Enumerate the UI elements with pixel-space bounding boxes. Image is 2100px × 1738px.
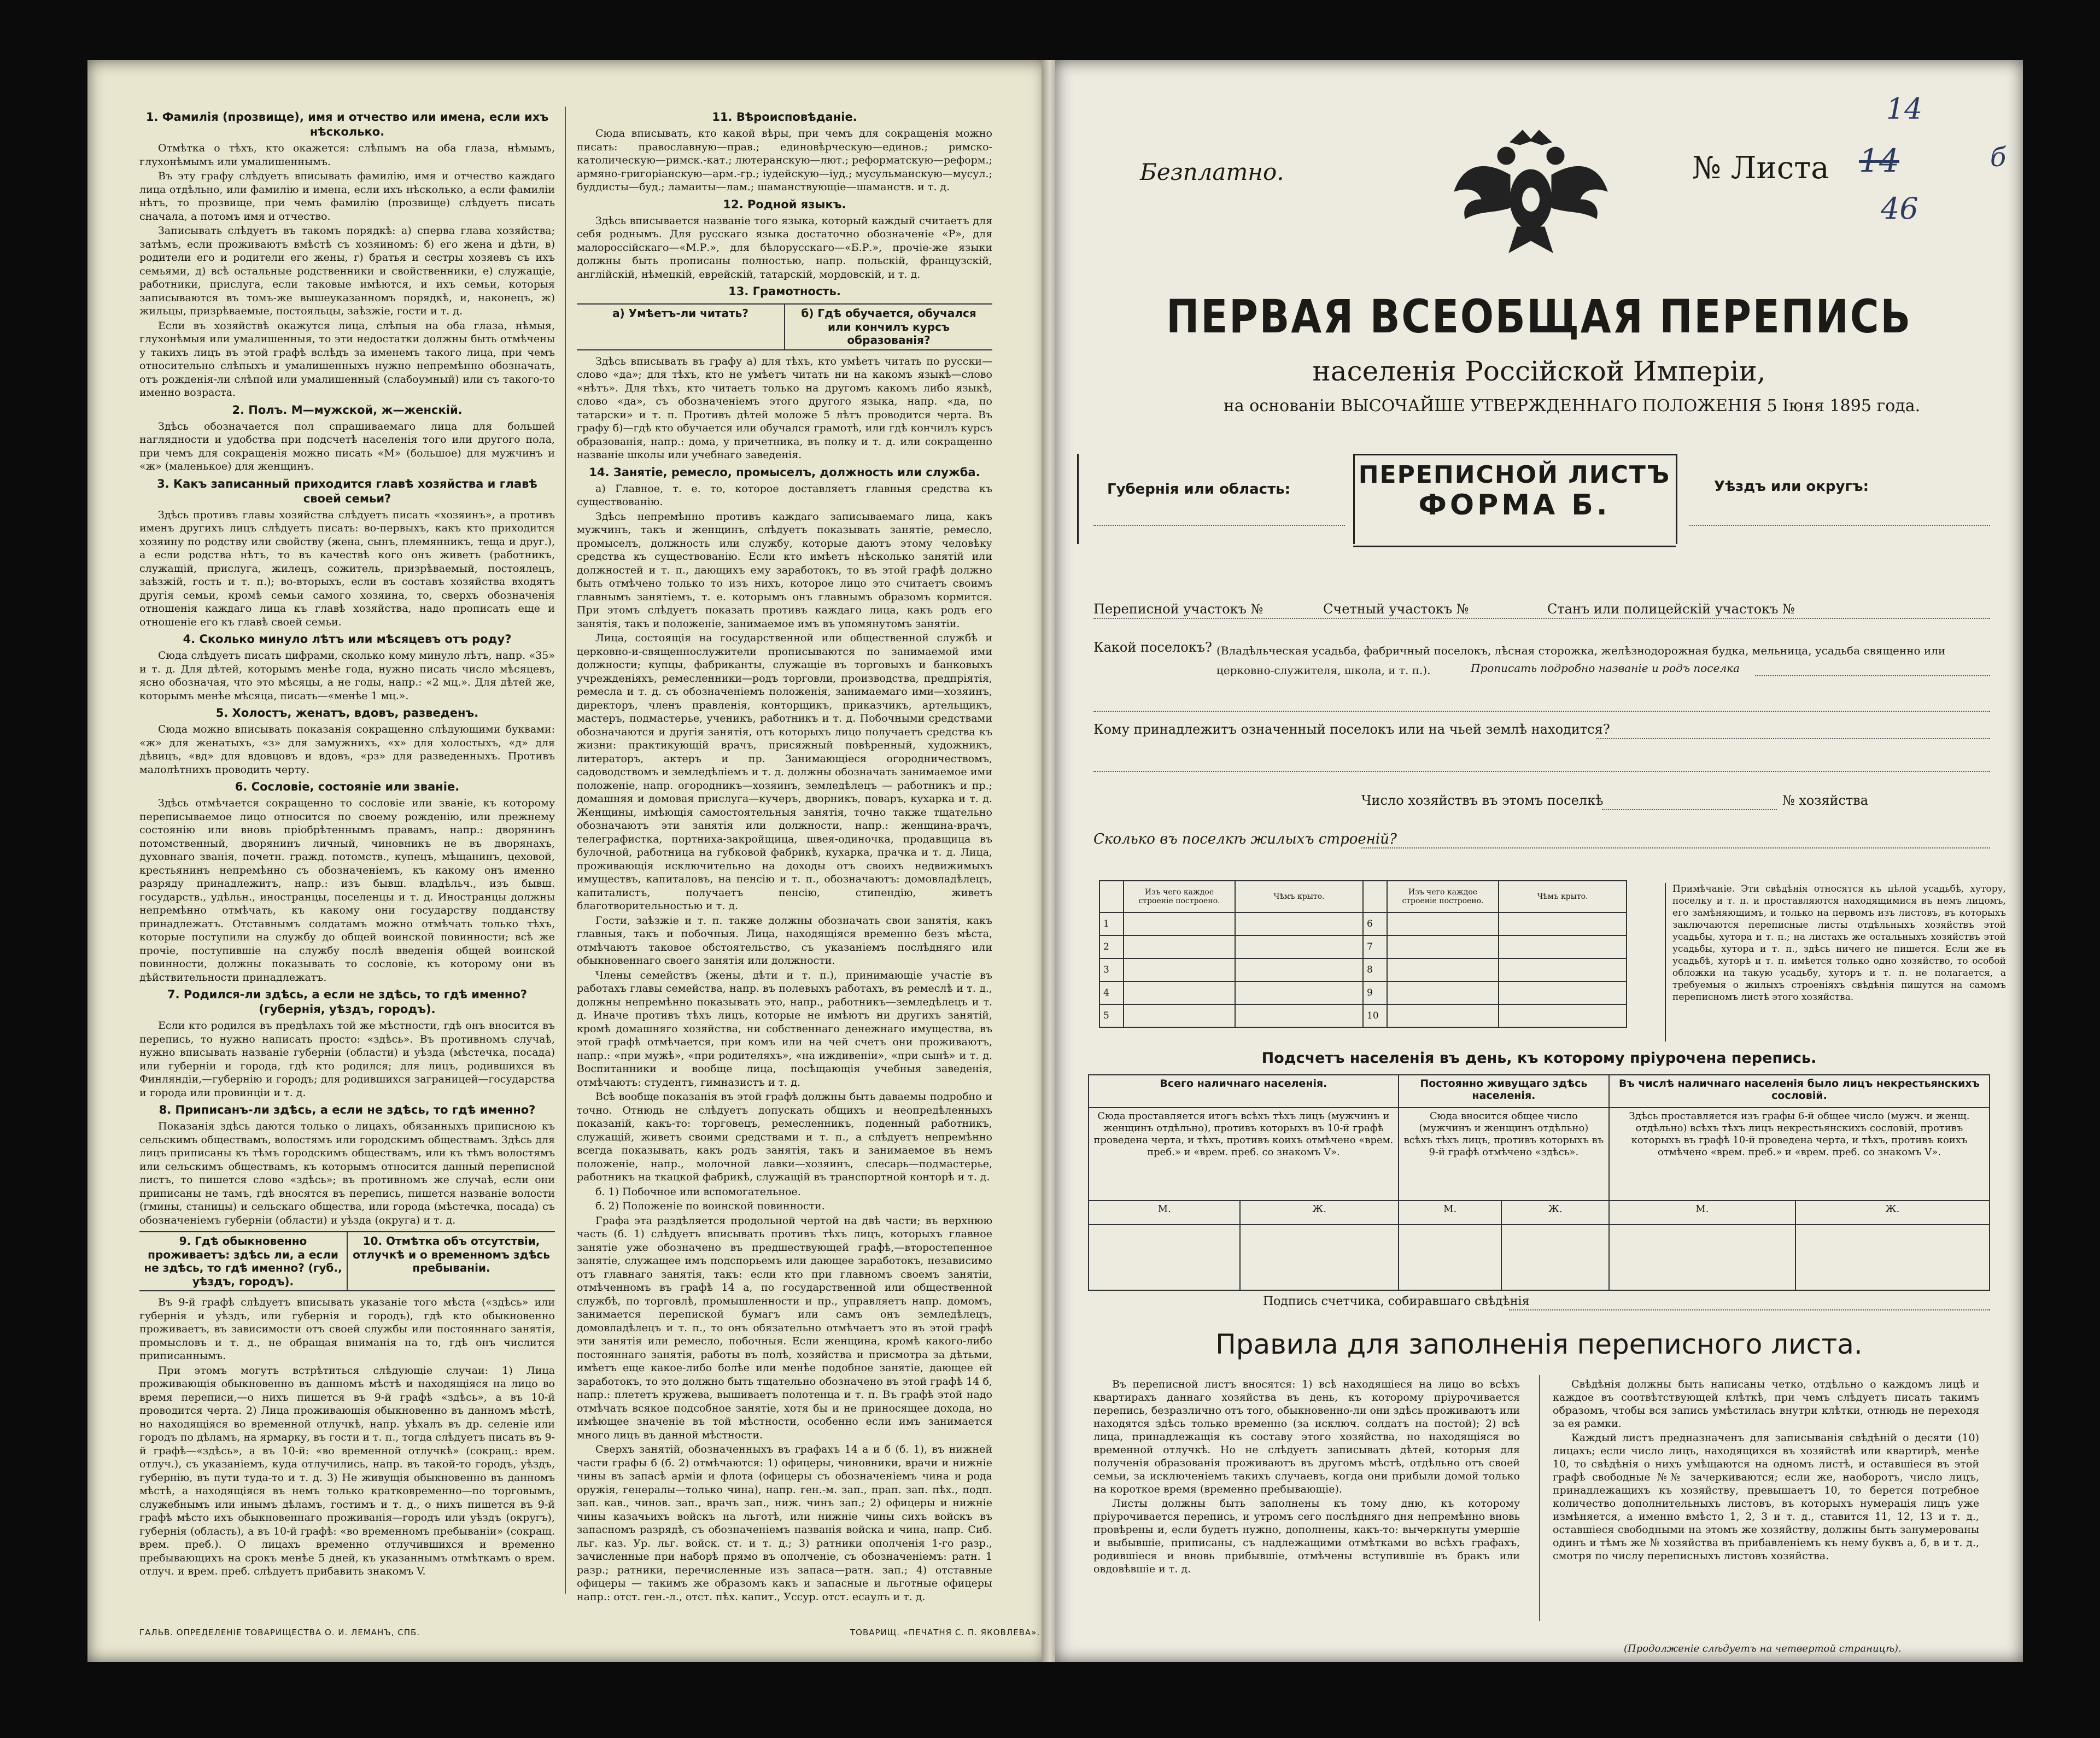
instruction-paragraph: Лица, состоящія на государственной или общественной службѣ и церковно-и-священнослужители прописываются по занимаемой ими должности; купцы, фабриканты, служащіе въ торговыхъ и банковыхъ учрежденіяхъ, ремесленники—родъ торговли, производства, предпріятія, ремесла и т. д. съ обозначеніемъ положенія, занимаемаго ими—хозяинъ, директоръ, членъ правленія, конторщикъ, приказчикъ, артельщикъ, мастеръ, подмастерье, ученикъ, работникъ и т. д. Побочными средствами обозначаются и другія занятія, отъ которыхъ лицо получаетъ средства къ жизни: практикующій врачъ, присяжный повѣренный, художникъ, литераторъ, актеръ и пр. Занимающіеся огородничествомъ, садоводствомъ и земледѣліемъ и т. д. должны обозначать занимаемое ими положеніе, напр. огородникъ—хозяинъ, земледѣлецъ — работникъ и пр.; домашняя и домовая прислуга—кучеръ, дворникъ, поваръ, кухарка и т. д. Женщины, имѣющія самостоятельныя занятія, точно также тщательно обозначаютъ эти занятія или должности, напр.: женщина-врачъ, телеграфистка, портниха-закройщица, швея-одиночка, продавщица въ булочной, работница на губковой фабрикѣ, кухарка, прачка и т. д. Лица, проживающія исключительно на доходы отъ своихъ недвижимыхъ имуществъ, капиталовъ, на пенсію и т. п., обозначаютъ: домовладѣлецъ, капиталистъ, получаетъ пенсію, стипендію, живетъ благотворительностью и т. д. <box>577 632 992 912</box>
instruction-paragraph: а) Главное, т. е. то, которое доставляетъ главныя средства къ существованію. <box>577 482 992 508</box>
section-heading: 3. Какъ записанный приходится главѣ хозяйства и главѣ своей семьи? <box>157 477 537 505</box>
instruction-paragraph: При этомъ могутъ встрѣтиться слѣдующіе случаи: 1) Лица проживающія обыкновенно въ данномъ мѣстѣ и находящіяся на лицо во время переписи,—о нихъ пишется въ 9-й графѣ «здѣсь», а въ 10-й проводится черта. 2) Лица проживающія обыкновенно въ данномъ мѣстѣ, но находящіяся во временной отлучкѣ, напр. уѣхалъ въ др. селеніе или городъ по дѣламъ, на ярмарку, въ гости и т. п., тогда слѣдуетъ писать въ 9-й графѣ—«здѣсь», а въ 10-й: «во временной отлучкѣ» (сокращ.: врем. отлуч.), съ указаніемъ, куда отлучились, напр. въ такой-то городъ, уѣздъ, губернію, въ пути туда-то и т. д. 3) Не живущія обыкновенно въ данномъ мѣстѣ, а находящіяся въ немъ только кратковременно—по торговымъ, служебнымъ или инымъ дѣламъ, гостимъ и т. д., о нихъ пишется въ 9-й графѣ мѣсто ихъ обыкновеннаго проживанія—городъ или уѣздъ (округъ), губернія (область), а въ 10-й графѣ: «во временномъ пребываніи» (сокращ. врем. преб.). О лицахъ временно отлучившихся и временно пребывающихъ на срокъ менѣе 5 дней, къ указаннымъ отмѣткамъ о врем. отлуч. и врем. преб. слѣдуетъ прибавить знакомъ V. <box>139 1364 555 1577</box>
instruction-paragraph: Здѣсь отмѣчается сокращенно то сословіе или званіе, къ которому переписываемое лицо относится по своему рожденію, или прежнему состоянію или вновь пріобрѣтеннымъ правамъ, напр.: дворянинъ потомственный, дворянинъ личный, чиновникъ не въ дворянахъ, духовнаго званія, почетн. гражд. потомств., купецъ, мѣщанинъ, цеховой, крестьянинъ непремѣнно съ обозначеніемъ, къ какому онъ именно разряду принадлежитъ, напр.: изъ бывш. владѣльч., изъ бывш. государств., удѣльн., иностранцы, поселенцы и т. д. Иностранцы должны непремѣнно отмѣчать, къ какому они государству подданству принадлежатъ. Отставнымъ солдатамъ можно отмѣчать только тѣхъ, которые поступили на службу до общей воинской повинности; всѣ же прочіе, поступившіе на службу послѣ введенія общей воинской повинности, должны показывать то сословіе, къ которому они въ дѣйствительности принадлежатъ. <box>139 797 555 984</box>
printer-footer-right: ТОВАРИЩ. «ПЕЧАТНЯ С. П. ЯКОВЛЕВА». <box>850 1628 1040 1637</box>
continuation-note: (Продолженіе слѣдуетъ на четвертой страницѣ). <box>1624 1643 1902 1654</box>
rules-column-1 <box>1093 1378 1520 1577</box>
section-heading: 7. Родился-ли здѣсь, а если не здѣсь, то гдѣ именно? (губернія, уѣздъ, городъ). <box>167 988 528 1016</box>
row-number: 4 <box>1099 981 1124 1004</box>
rules-column-divider <box>1539 1375 1540 1621</box>
section-heading: 6. Сословіе, состояніе или званіе. <box>235 780 460 793</box>
section-heading: 8. Приписанъ-ли здѣсь, а если не здѣсь, то гдѣ именно? <box>159 1103 536 1116</box>
non-peasant-desc: Здѣсь проставляется изъ графы 6-й общее число (мужч. и женщ. отдѣльно) всѣхъ тѣхъ лицъ некрестьянскихъ сословій, противъ которыхъ въ графѣ 10-й проведена черта, и тѣхъ, противъ коихъ отмѣчено «врем. преб.» и «врем. преб. со знакомъ V». <box>1609 1108 1990 1201</box>
population-count-title: Подсчетъ населенія въ день, къ которому пріурочена перепись. <box>1261 1050 1817 1067</box>
instruction-paragraph: Здѣсь вписывать въ графу а) для тѣхъ, кто умѣетъ читать по русски—слово «да»; для тѣхъ, кто не умѣетъ читать ни на какомъ языкѣ—слово «нѣтъ». Для тѣхъ, кто читаетъ только на другомъ какомъ либо языкѣ, слово «да», съ обозначеніемъ этого другого языка, напр. «да, по татарски» и т. п. Противъ дѣтей моложе 5 лѣтъ проводится черта. Въ графу б)—гдѣ кто обучается или обучался грамотѣ, или гдѣ кончилъ курсъ образованія, напр.: дома, у причетника, въ полку и т. д. или сокращенно названіе школы или учебнаго заведенія. <box>577 355 992 461</box>
section-heading: 11. Вѣроисповѣданіе. <box>712 110 857 124</box>
enumerator-signature-field <box>1509 1309 1990 1310</box>
row-number: 9 <box>1363 981 1387 1004</box>
instruction-paragraph: Записывать слѣдуетъ въ такомъ порядкѣ: а) сперва глава хозяйства; затѣмъ, если проживаютъ вмѣстѣ съ хозяиномъ: б) его жена и дѣти, в) родители его и родители его жены, г) братья и сестры хозяевъ съ ихъ семьями, д) всѣ остальные родственники и свойственники, е) служащіе, работники, прислуга, если таковые имѣются, и ихъ семьи, которыя записываются въ томъ-же вышеуказанномъ порядкѣ, и, наконецъ, ж) жильцы, призрѣваемые, постояльцы, заѣзжіе, гости и т. д. <box>139 225 555 317</box>
household-number-label: № хозяйства <box>1782 793 1869 808</box>
sheet-number-handwritten-2: 46 <box>1881 191 1918 226</box>
population-count-table <box>1088 1074 1990 1291</box>
land-owner-label: Кому принадлежитъ означенный поселокъ или на чьей землѣ находится? <box>1093 722 1610 737</box>
buildings-note: Примѣчаніе. Эти свѣдѣнія относятся къ цѣлой усадьбѣ, хутору, поселку и т. п. и проставляются находящимися въ немъ лицомъ, его замѣняющимъ, и только на первомъ изъ листовъ, въ которыхъ заключаются переписные листы отдѣльныхъ хозяйствъ этой усадьбы, хутора и т. п.; на листахъ же остальныхъ хозяйствъ этой усадьбы, хутора и т. п., здѣсь ничего не пишется. Если же въ усадьбѣ, хуторѣ и т. п. имѣется только одно хозяйство, то особой обложки на такую усадьбу, хуторъ и т. п. не полагается, а требуемыя о жилыхъ строеніяхъ свѣдѣнія пишутся на самомъ переписномъ листѣ этого хозяйства. <box>1665 883 2006 1041</box>
households-count-field <box>1602 809 1777 810</box>
district-label: Уѣздъ или округъ: <box>1714 478 1869 495</box>
split-heading-cell: 9. Гдѣ обыкновенно проживаетъ: здѣсь ли, а если не здѣсь, то гдѣ именно? (губ., уѣздъ, городъ). <box>144 1234 342 1288</box>
instructions-column-2 <box>577 107 992 1603</box>
split-heading-cell: б) Гдѣ обучается, обучался или кончилъ курсъ образованія? <box>784 305 992 349</box>
census-title: ПЕРВАЯ ВСЕОБЩАЯ ПЕРЕПИСЬ <box>1166 290 1912 343</box>
instruction-paragraph: Сюда можно вписывать показанія сокращенно слѣдующими буквами: «ж» для женатыхъ, «з» для замужнихъ, «х» для холостыхъ, «д» для дѣвицъ, «вд» для вдовцовъ и вдовъ, «рз» для разведенныхъ. Противъ малолѣтнихъ проводить черту. <box>139 723 555 776</box>
total-present-desc: Сюда проставляется итогъ всѣхъ тѣхъ лицъ (мужчинъ и женщинъ отдѣльно), противъ которыхъ въ 10-й графѣ проведена черта, и тѣхъ, противъ коихъ отмѣчено «врем. преб.» и «врем. преб. со знакомъ V». <box>1089 1108 1399 1201</box>
instruction-paragraph: Отмѣтка о тѣхъ, кто окажется: слѣпымъ на оба глаза, нѣмымъ, глухонѣмымъ или умалишеннымъ. <box>139 142 555 168</box>
section-heading: 4. Сколько минуло лѣтъ или мѣсяцевъ отъ роду? <box>183 633 512 646</box>
instruction-paragraph: Здѣсь непремѣнно противъ каждаго записываемаго лица, какъ мужчинъ, такъ и женщинъ, слѣдуетъ показывать занятіе, ремесло, промыселъ, должность или службу, которые даютъ этому человѣку средства къ существованію. Если кто имѣетъ нѣсколько занятій или должностей и т. п., дающихъ ему заработокъ, то въ этой графѣ должно быть отмѣчено только то изъ нихъ, которое лицо это считаетъ своимъ главнымъ занятіемъ, т. е. которымъ онъ главнымъ образомъ кормится. При этомъ слѣдуетъ показать противъ каждаго лица, какъ родъ его занятія, такъ и положеніе, занимаемое имъ въ упомянутомъ занятіи. <box>577 510 992 630</box>
free-of-charge-label: Безплатно. <box>1140 159 1284 185</box>
census-area-label: Переписной участокъ № <box>1093 601 1263 617</box>
count-cell <box>1240 1225 1398 1290</box>
instruction-paragraph: Если въ хозяйствѣ окажутся лица, слѣпыя на оба глаза, нѣмыя, глухонѣмыя или умалишенныя, то эти недостатки должны быть отмѣчены у такихъ лицъ въ этой графѣ вслѣдъ за именемъ такого лица, при чемъ относительно слѣпыхъ и умалишенныхъ нужно непремѣнно обозначать, отъ рожденія-ли слѣпой или умалишенный (слабоумный) или съ такого-то именно возраста. <box>139 319 555 399</box>
instruction-paragraph: б. 2) Положеніе по воинской повинности. <box>595 1200 825 1212</box>
instruction-paragraph: Здѣсь обозначается пол спрашиваемаго лица для большей наглядности и удобства при подсчетѣ населенія того или другого пола, при чемъ для сокращенія можно писать «М» (большое) для мужчинъ и «ж» (маленькое) для женщинъ. <box>139 420 555 472</box>
section-heading: 12. Родной языкъ. <box>723 197 846 211</box>
section-heading: 14. Занятіе, ремесло, промыселъ, должность или служба. <box>589 465 980 479</box>
sheet-number-handwritten: 14 <box>1859 142 1899 179</box>
households-count-label: Число хозяйствъ въ этомъ поселкѣ <box>1361 793 1604 808</box>
female-label: Ж. <box>1240 1201 1398 1225</box>
row-number: 7 <box>1363 935 1387 958</box>
row-number: 6 <box>1363 912 1387 935</box>
permanent-residents-header: Постоянно живущаго здѣсь населенія. <box>1399 1075 1609 1108</box>
land-owner-field-2 <box>1093 771 1990 772</box>
section-heading: 1. Фамилія (прозвище), имя и отчество или имена, если ихъ нѣсколько. <box>145 110 549 138</box>
row-number: 10 <box>1363 1004 1387 1027</box>
header-box-line <box>1077 454 1079 544</box>
right-page <box>1055 60 2023 1662</box>
header-box-line <box>1676 454 1677 544</box>
male-label: М. <box>1089 1201 1240 1225</box>
split-heading <box>139 1231 555 1291</box>
instructions-column-1 <box>139 107 555 1594</box>
female-label: Ж. <box>1501 1201 1609 1225</box>
female-label: Ж. <box>1795 1201 1990 1225</box>
left-page <box>87 60 1047 1662</box>
settlement-label: Какой поселокъ? <box>1093 640 1212 655</box>
instruction-paragraph: Члены семействъ (жены, дѣти и т. п.), принимающіе участіе въ работахъ главы семейства, напр. въ полевыхъ работахъ, въ ремеслѣ и т. д., должны непремѣнно показывать это, напр., работникъ—земледѣлецъ и т. д. Иначе противъ тѣхъ лицъ, которые не имѣютъ ни другихъ занятій, кромѣ домашняго хозяйства, ни собственнаго денежнаго имущества, въ этой графѣ отмѣчается, при комъ или на чей счетъ они проживаютъ, напр.: «при мужѣ», «при родителяхъ», «на иждивеніи», «при сынѣ» и т. д. Воспитанники и вообще лица, посѣщающія учебныя заведенія, отмѣчаютъ: студентъ, гимназистъ и т. д. <box>577 969 992 1089</box>
imperial-eagle-icon <box>1449 126 1613 257</box>
split-heading-cell: а) Умѣетъ-ли читать? <box>612 307 748 320</box>
instruction-paragraph: Сюда слѣдуетъ писать цифрами, сколько кому минуло лѣтъ, напр. «35» и т. д. Для дѣтей, которымъ менѣе года, нужно писать число мѣсяцевъ, ясно обозначая, что это мѣсяцы, а не годы, напр.: «2 мц.». Для дѣтей же, которымъ менѣе мѣсяца, писать—«менѣе 1 мц.». <box>139 649 555 702</box>
total-present-header: Всего наличнаго населенія. <box>1089 1075 1399 1108</box>
permanent-residents-desc: Сюда вносится общее число (мужчинъ и женщинъ отдѣльно) всѣхъ тѣхъ лицъ, противъ которыхъ въ 9-й графѣ отмѣчено «здѣсь». <box>1399 1108 1609 1201</box>
section-heading: 2. Полъ. М—мужской, ж—женскій. <box>232 403 463 417</box>
rule-paragraph: Каждый листъ предназначенъ для записыванія свѣдѣній о десяти (10) лицахъ; если число лицъ, находящихся въ хозяйствѣ или квартирѣ, менѣе 10, то свѣдѣнія о нихъ умѣщаются на одномъ листѣ, и оставшіеся въ этой графѣ свободные №№ зачеркиваются; если же, наоборотъ, число лицъ, принадлежащихъ къ хозяйству, превышаетъ 10, то берется потребное количество дополнительныхъ листовъ, въ которыхъ нумерація лицъ уже измѣняется, а именно вмѣсто 1, 2, 3 и т. д., ставится 11, 12, 13 и т. д., оставшіеся свободными на этомъ же хозяйству, должны быть занумерованы одинъ и тѣмъ же № хозяйства въ прибавленіемъ къ нему буквъ а, б, в и т. д., смотря по числу переписныхъ листовъ хозяйства. <box>1553 1432 1979 1562</box>
row-number: 2 <box>1099 935 1124 958</box>
census-area-field <box>1093 618 1990 619</box>
male-label: М. <box>1609 1201 1795 1225</box>
instruction-paragraph: Если кто родился въ предѣлахъ той же мѣстности, гдѣ онъ вносится въ перепись, то нужно написать просто: «здѣсь». Въ противномъ случаѣ, нужно вписывать названіе губерніи (области) и уѣзда (мѣстечка, посада) или губерніи и города, гдѣ кто родился; для лицъ, родившихся въ Финляндіи,—губернію и городъ; для родившихся заграницей—государства и города или провинціи и т. д. <box>139 1020 555 1099</box>
sheet-form-label: ФОРМА Б. <box>1418 489 1611 522</box>
settlement-note: (Владѣльческая усадьба, фабричный поселокъ, лѣсная сторожка, желѣзнодорожная будка, мельница, усадьба священно или церковно-служителя, школа, и т. п.). <box>1216 644 1946 677</box>
settlement-note-2: Прописать подробно названіе и родъ поселка <box>1471 662 1740 675</box>
handwritten-corner-mark: б <box>1990 142 2007 173</box>
buildings-label: Сколько въ поселкѣ жилыхъ строеній? <box>1093 831 1397 847</box>
sheet-number-label: № Листа <box>1692 150 1829 186</box>
settlement-field <box>1755 675 1990 676</box>
built-from-header: Изъ чего каждое строеніе построено. <box>1124 881 1235 912</box>
count-cell <box>1399 1225 1502 1290</box>
rules-title: Правила для заполненія переписного листа. <box>1215 1329 1863 1360</box>
instruction-paragraph: Всѣ вообще показанія въ этой графѣ должны быть даваемы подробно и точно. Отнюдь не слѣдуетъ допускать общихъ и неопредѣленныхъ показаній, какъ-то: торговецъ, ремесленникъ, поденный работникъ, служащій, живетъ своими средствами и т. п., а слѣдуетъ непремѣнно всегда показывать, какъ родъ занятія, такъ и занимаемое въ немъ положеніе, напр., молочной лавки—хозяинъ, слесарь—подмастерье, работникъ на ткацкой фабрикѣ, служащій въ транспортной конторѣ и т. д. <box>577 1091 992 1183</box>
row-number: 1 <box>1099 912 1124 935</box>
male-label: М. <box>1399 1201 1502 1225</box>
sheet-type-box <box>1353 454 1676 547</box>
section-heading: 13. Грамотность. <box>728 285 841 298</box>
printer-footer-left: ГАЛЬВ. ОПРЕДЕЛЕНІЕ ТОВАРИЩЕСТВА О. И. ЛЕМАНЪ, СПБ. <box>139 1628 420 1637</box>
rule-paragraph: Свѣдѣнія должны быть написаны четко, отдѣльно о каждомъ лицѣ и каждое въ соотвѣтствующей клѣткѣ, при чемъ слѣдуетъ писать такимъ образомъ, чтобы вся запись умѣстилась внутри клѣтки, отнюдь не переходя за ея рамки. <box>1553 1378 1979 1430</box>
instruction-paragraph: Въ эту графу слѣдуетъ вписывать фамилію, имя и отчество каждаго лица отдѣльно, или фамилію и имена, если ихъ нѣсколько, а если фамиліи нѣтъ, то прозвище, при чемъ фамилію (прозвище) слѣдуетъ писать сначала, а потомъ имя и отчество. <box>139 170 555 223</box>
instruction-paragraph: б. 1) Побочное или вспомогательное. <box>595 1185 801 1198</box>
rule-paragraph: Листы должны быть заполнены къ тому дню, къ которому пріурочивается перепись, и утромъ сего послѣдняго дня непремѣнно вновь провѣрены и, если будетъ нужно, дополнены, какъ-то: вычеркнуты умершіе и выбывшіе, приписаны, съ надлежащими отмѣтками во всѣхъ графахъ, родившіеся и вновь прибывшіе, отмѣчены вступившіе въ бракъ или овдовѣвшіе и т. д. <box>1093 1497 1520 1575</box>
instruction-paragraph: Въ 9-й графѣ слѣдуетъ вписывать указаніе того мѣста («здѣсь» или губернія и уѣздъ, или губернія и городъ), гдѣ кто обыкновенно проживаетъ, въ зависимости отъ своей службы или постояннаго занятія, промысловъ и т. д., не обращая вниманія на то, гдѣ онъ числится приписаннымъ. <box>139 1296 555 1362</box>
non-peasant-header: Въ числѣ наличнаго населенія было лицъ некрестьянскихъ сословій. <box>1609 1075 1990 1108</box>
row-number: 3 <box>1099 958 1124 981</box>
split-heading-cell: 10. Отмѣтка объ отсутствіи, отлучкѣ и о временномъ здѣсь пребываніи. <box>347 1232 555 1290</box>
province-field <box>1093 525 1345 526</box>
buildings-table <box>1099 880 1627 1028</box>
buildings-field <box>1361 847 1990 848</box>
built-from-header: Изъ чего каждое строеніе построено. <box>1387 881 1499 912</box>
row-number: 5 <box>1099 1004 1124 1027</box>
sheet-type-title: ПЕРЕПИСНОЙ ЛИСТЪ <box>1358 461 1671 489</box>
counting-area-label: Счетный участокъ № <box>1323 601 1469 617</box>
rule-paragraph: Въ переписной листъ вносятся: 1) всѣ находящіеся на лицо во всѣхъ квартирахъ даннаго хозяйства въ день, къ которому пріурочивается перепись, безразлично отъ того, обыкновенно-ли они здѣсь проживаютъ или находятся здѣсь только временно (за исключ. солдатъ на постой); 2) всѣ лица, принадлежащія къ составу этого хозяйства, но находящіяся во временной отлучкѣ. Но не слѣдуетъ записывать дѣтей, которыя для полученія образованія проживаютъ въ другомъ мѣстѣ, отдѣльно отъ своей семьи, за исключеніемъ такихъ случаевъ, когда они прибыли домой только на короткое время (временно пребывающіе). <box>1093 1378 1520 1495</box>
land-owner-field <box>1596 738 1990 739</box>
instruction-paragraph: Здѣсь противъ главы хозяйства слѣдуетъ писать «хозяинъ», а противъ именъ другихъ лицъ слѣдуетъ писать: во-первыхъ, какъ кто приходится хозяину по родству или свойству (жена, сынъ, племянникъ, теща и друг.), а если родства нѣтъ, то въ качествѣ кого онъ живетъ (работникъ, служащій, прислуга, жилецъ, сожитель, призрѣваемый, постоялецъ, заѣзжій, гость и т. п.); во-вторыхъ, если въ составъ хозяйства входятъ другія семьи, кромѣ семьи самого хозяина, то, сверхъ обозначенія отношенія каждаго лица къ главѣ хозяйства, надо прописать еще и отношеніе его къ главѣ своей семьи. <box>139 508 555 628</box>
province-label: Губернія или область: <box>1107 481 1290 498</box>
instruction-paragraph: Сверхъ занятій, обозначенныхъ въ графахъ 14 а и б (б. 1), въ нижней части графы б (б. 2) отмѣчаются: 1) офицеры, чиновники, врачи и нижніе чины въ запасѣ арміи и флота (офицеры съ обозначеніемъ чина и рода оружія, генералы—только чина), напр. ген.-м. зап., прап. зап. пѣх., подп. зап. кав., чинов. зап., врачъ зап., ниж. чинъ зап.; 2) офицеры и нижніе чины казачьихъ войскъ на льготѣ, или нижніе чины сихъ войскъ въ запасномъ разрядѣ, съ обозначеніемъ названія войска и чина, напр. Сиб. льг. каз. Ур. льг. войск. ст. и т. д.; 3) ратники ополченія 1-го разр., зачисленные при наборѣ прямо въ ополченіе, съ обозначеніемъ: ратн. 1 разр.; ратники, перечисленные изъ запаса—ратн. зап.; 4) отставные офицеры — такимъ же образомъ какъ и запасные и льготные офицеры напр.: отст. ген.-л., отст. пѣх. капит., Уссур. отст. есаулъ и т. д. <box>577 1443 992 1603</box>
instruction-paragraph: Гости, заѣзжіе и т. п. также должны обозначать свои занятія, какъ главныя, такъ и побочныя. Лица, находящіяся временно безъ мѣста, отмѣчаютъ таковое обстоятельство, съ указаніемъ послѣдняго или обыкновеннаго своего занятія или должности. <box>577 914 992 967</box>
district-field <box>1689 525 1990 526</box>
roof-header: Чѣмъ крыто. <box>1235 881 1363 912</box>
rules-column-2 <box>1553 1378 1979 1564</box>
instruction-paragraph: Показанія здѣсь даются только о лицахъ, обязанныхъ приписною къ сельскимъ обществамъ, волостямъ или городскимъ обществамъ. Здѣсь для лицъ приписаны къ тѣмъ городскимъ обществамъ, или къ тѣмъ волостямъ или сельскимъ обществамъ, къ которымъ относится данный переписной листъ, то пишется слово «здѣсь»; въ противномъ же случаѣ, если они приписаны не тамъ, гдѣ вносятся въ перепись, пишется названіе волости (гмины, станицы) и сельскаго общества, или города (мѣстечка, посада) съ обозначеніемъ губерніи (области) и уѣзда (округа) и т. д. <box>139 1120 555 1226</box>
settlement-field-2 <box>1093 711 1990 712</box>
count-cell <box>1609 1225 1795 1290</box>
enumerator-signature-label: Подпись счетчика, собиравшаго свѣдѣнія <box>1263 1295 1530 1308</box>
row-number: 8 <box>1363 958 1387 981</box>
basis-line: на основаніи ВЫСОЧАЙШЕ УТВЕРЖДЕННАГО ПОЛОЖЕНІЯ 5 Іюня 1895 года. <box>1223 396 1921 416</box>
count-cell <box>1501 1225 1609 1290</box>
count-cell <box>1089 1225 1240 1290</box>
count-cell <box>1795 1225 1990 1290</box>
section-heading: 5. Холостъ, женатъ, вдовъ, разведенъ. <box>215 706 479 719</box>
roof-header: Чѣмъ крыто. <box>1499 881 1627 912</box>
census-subtitle: населенія Россійской Имперіи, <box>1312 355 1766 387</box>
instruction-paragraph: Сюда вписывать, кто какой вѣры, при чемъ для сокращенія можно писать: православную—прав.; единовѣрческую—единов.; римско-католическую—римск.-кат.; лютеранскую—лют.; реформатскую—реформ.; армяно-григоріанскую—арм.-гр.; іудейскую—іуд.; мусульманскую—мусул.; буддисты—буд.; ламаиты—лам.; шаманствующіе—шаманств. и т. д. <box>577 127 992 193</box>
police-district-label: Станъ или полицейскій участокъ № <box>1547 601 1795 617</box>
instruction-paragraph: Здѣсь вписывается названіе того языка, который каждый считаетъ для себя роднымъ. Для русскаго языка достаточно обозначеніе «Р», для малороссійскаго—«М.Р.», для бѣлорусскаго—«Б.Р.», прочіе-же языки должны быть прописаны полностью, напр. польскій, французскій, англійскій, нѣмецкій, еврейскій, татарскій, мордовскій, и т. д. <box>577 214 992 280</box>
instruction-paragraph: Графа эта раздѣляется продольной чертой на двѣ части; въ верхнюю часть (б. 1) слѣдуетъ вписывать противъ тѣхъ лицъ, которыхъ главное занятіе уже обозначено въ предшествующей графѣ,—второстепенное занятіе, служащее имъ подспорьемъ или дающее заработокъ, независимо отъ главнаго занятія, такъ: если кто при главномъ своемъ занятіи, отмѣченномъ въ графѣ 14 а, по государственной или общественной службѣ, по торговлѣ, промышленности и пр., управляетъ напр. домомъ, занимается перепиской бумагъ или самъ онъ земледѣлецъ, домовладѣлецъ и т. п., то онъ обязательно отмѣчаетъ это въ этой графѣ эти занятія или ремесло, побочныя. Если женщина, кромѣ какого-либо постояннаго занятія, работы въ полѣ, хозяйства и присмотра за дѣтьми, имѣетъ еще какое-либо болѣе или менѣе подобное занятіе, дающее ей заработокъ, то это должно быть тщательно обозначено въ этой графѣ 14 б, напр.: плететъ кружева, вышиваетъ полотенца и т. п. Въ графѣ этой надо отмѣчать всякое подсобное занятіе, хотя бы и не приносящее дохода, но имѣющее значеніе въ той мѣстности, особенно если имъ занимается много лицъ въ данной мѣстности. <box>577 1214 992 1441</box>
column-divider <box>565 107 566 1594</box>
split-heading <box>577 303 992 350</box>
handwritten-corner-number: 14 <box>1886 93 1923 126</box>
